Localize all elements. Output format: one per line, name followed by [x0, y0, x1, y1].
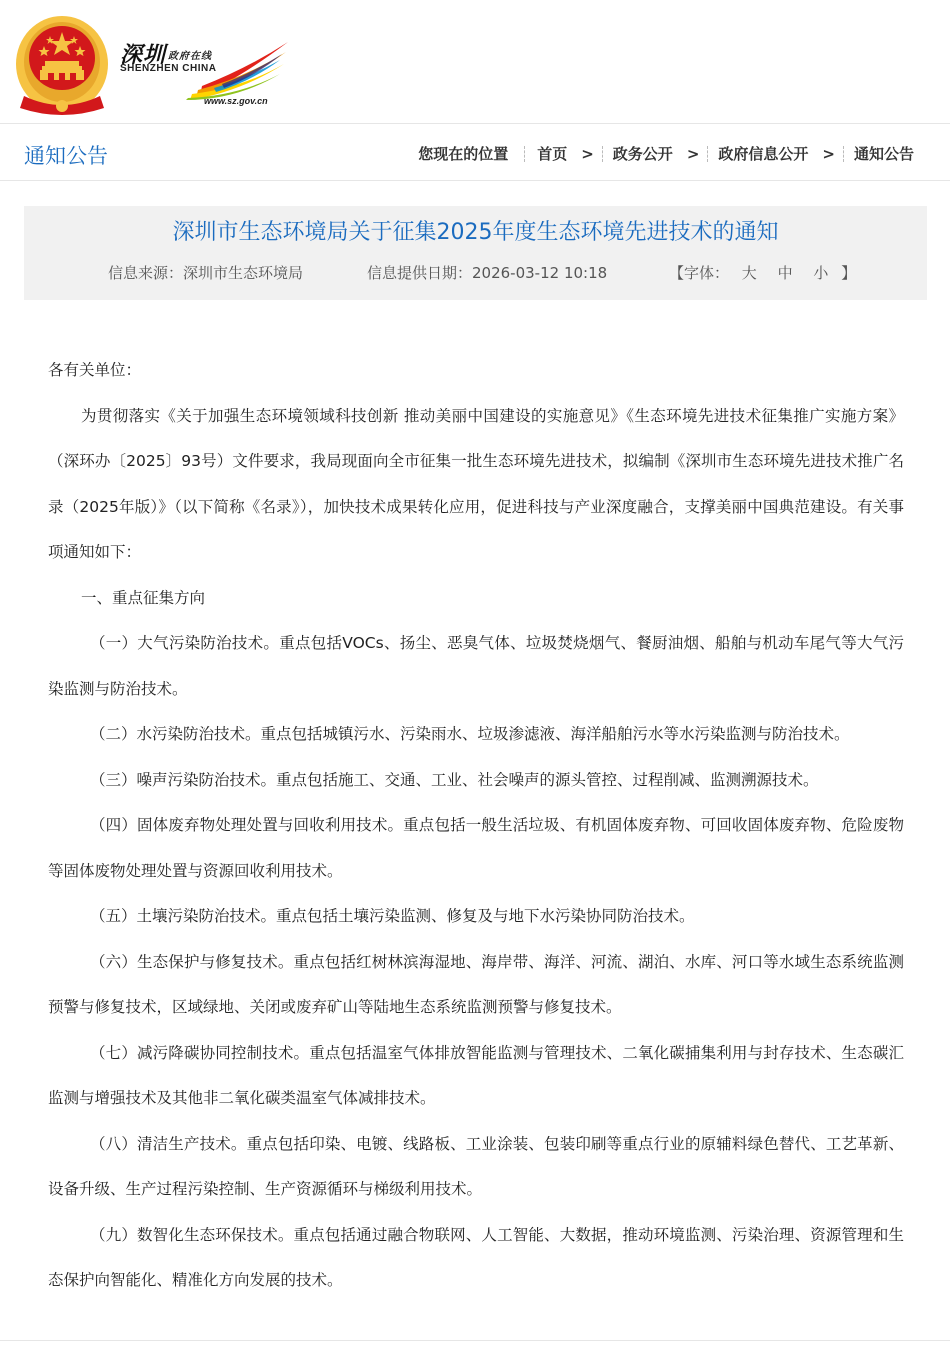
article-header: [24, 206, 927, 300]
breadcrumb-arrow-icon: >: [686, 144, 700, 163]
breadcrumb-divider: [843, 146, 844, 162]
font-medium-button[interactable]: 中: [777, 264, 793, 282]
national-emblem-icon: [14, 14, 110, 118]
footer-divider: [0, 1340, 950, 1341]
list-item: （八）清洁生产技术。重点包括印染、电镀、线路板、工业涂装、包装印刷等重点行业的原辅料绿色替代、工艺革新、设备升级、生产过程污染控制、生产资源循环与梯级利用技术。: [48, 1134, 904, 1198]
section-heading: 一、重点征集方向: [81, 588, 206, 607]
intro-paragraph: 为贯彻落实《关于加强生态环境领域科技创新 推动美丽中国建设的实施意见》《生态环境先进技术征集推广实施方案》（深环办〔2025〕93号）文件要求，我局现面向全市征集一批生态环境先进技术，拟编制《深圳市生态环境先进技术推广名录（2025年版）》（以下简称《名录》），加快技术成果转化应用，促进科技与产业深度融合，支撑美丽中国典范建设。有关事项通知如下：: [48, 406, 904, 561]
breadcrumb-notices-link[interactable]: 通知公告: [853, 145, 914, 163]
list-item: （二）水污染防治技术。重点包括城镇污水、污染雨水、垃圾渗滤液、海洋船舶污水等水污染监测与防治技术。: [90, 725, 850, 743]
site-header: [0, 0, 950, 122]
info-date: 信息提供日期：2026-03-12 10:18: [367, 264, 608, 282]
logo-subtitle-text: 政府在线: [168, 51, 212, 62]
article-title: 深圳市生态环境局关于征集2025年度生态环境先进技术的通知: [172, 220, 779, 245]
list-item: （四）固体废弃物处理处置与回收利用技术。重点包括一般生活垃圾、有机固体废弃物、可回收固体废弃物、危险废物等固体废物处理处置与资源回收利用技术。: [48, 816, 904, 880]
breadcrumb-arrow-icon: >: [822, 144, 835, 163]
list-item: （七）减污降碳协同控制技术。重点包括温室气体排放智能监测与管理技术、二氧化碳捕集利用与封存技术、生态碳汇监测与增强技术及其他非二氧化碳类温室气体减排技术。: [48, 1043, 904, 1107]
list-item: （三）噪声污染防治技术。重点包括施工、交通、工业、社会噪声的源头管控、过程削减、监测溯源技术。: [90, 770, 819, 789]
breadcrumb-divider: [524, 146, 525, 162]
logo-chinese-text: 深圳: [120, 42, 167, 68]
logo-english-text: SHENZHEN CHINA: [120, 63, 217, 74]
font-small-button[interactable]: 小: [813, 264, 829, 282]
breadcrumb-divider: [707, 146, 708, 162]
breadcrumb-arrow-icon: >: [581, 144, 594, 163]
breadcrumb-bar: [0, 123, 950, 181]
section-title: 通知公告: [24, 144, 108, 168]
shenzhen-logo[interactable]: [120, 38, 290, 112]
breadcrumb-divider: [602, 146, 603, 162]
salutation: 各有关单位：: [48, 361, 142, 379]
list-item: （六）生态保护与修复技术。重点包括红树林滨海湿地、海岸带、海洋、河流、湖泊、水库、河口等水域生态系统监测预警与修复技术，区域绿地、关闭或废弃矿山等陆地生态系统监测预警与修复技术。: [48, 952, 904, 1016]
font-size-control: [669, 262, 856, 283]
location-label: 您现在的位置: [418, 145, 509, 163]
breadcrumb-home-link[interactable]: 首页: [537, 145, 568, 163]
list-item: （一）大气污染防治技术。重点包括VOCs、扬尘、恶臭气体、垃圾焚烧烟气、餐厨油烟、船舶与机动车尾气等大气污染监测与防治技术。: [48, 634, 904, 698]
list-item: （五）土壤污染防治技术。重点包括土壤污染监测、修复及与地下水污染协同防治技术。: [90, 907, 695, 925]
list-item: （九）数智化生态环保技术。重点包括通过融合物联网、人工智能、大数据，推动环境监测、污染治理、资源管理和生态保护向智能化、精准化方向发展的技术。: [48, 1225, 904, 1289]
article-body: [48, 348, 904, 1304]
breadcrumb-gov-affairs-link[interactable]: 政务公开: [612, 145, 673, 163]
logo-url-text: www.sz.gov.cn: [204, 96, 268, 106]
font-label-open: 【字体：: [669, 264, 730, 282]
font-large-button[interactable]: 大: [741, 264, 757, 282]
font-label-close: 】: [841, 264, 857, 282]
breadcrumb: [418, 143, 914, 164]
breadcrumb-gov-info-link[interactable]: 政府信息公开: [718, 145, 809, 163]
info-source: 信息来源：深圳市生态环境局: [108, 264, 304, 282]
